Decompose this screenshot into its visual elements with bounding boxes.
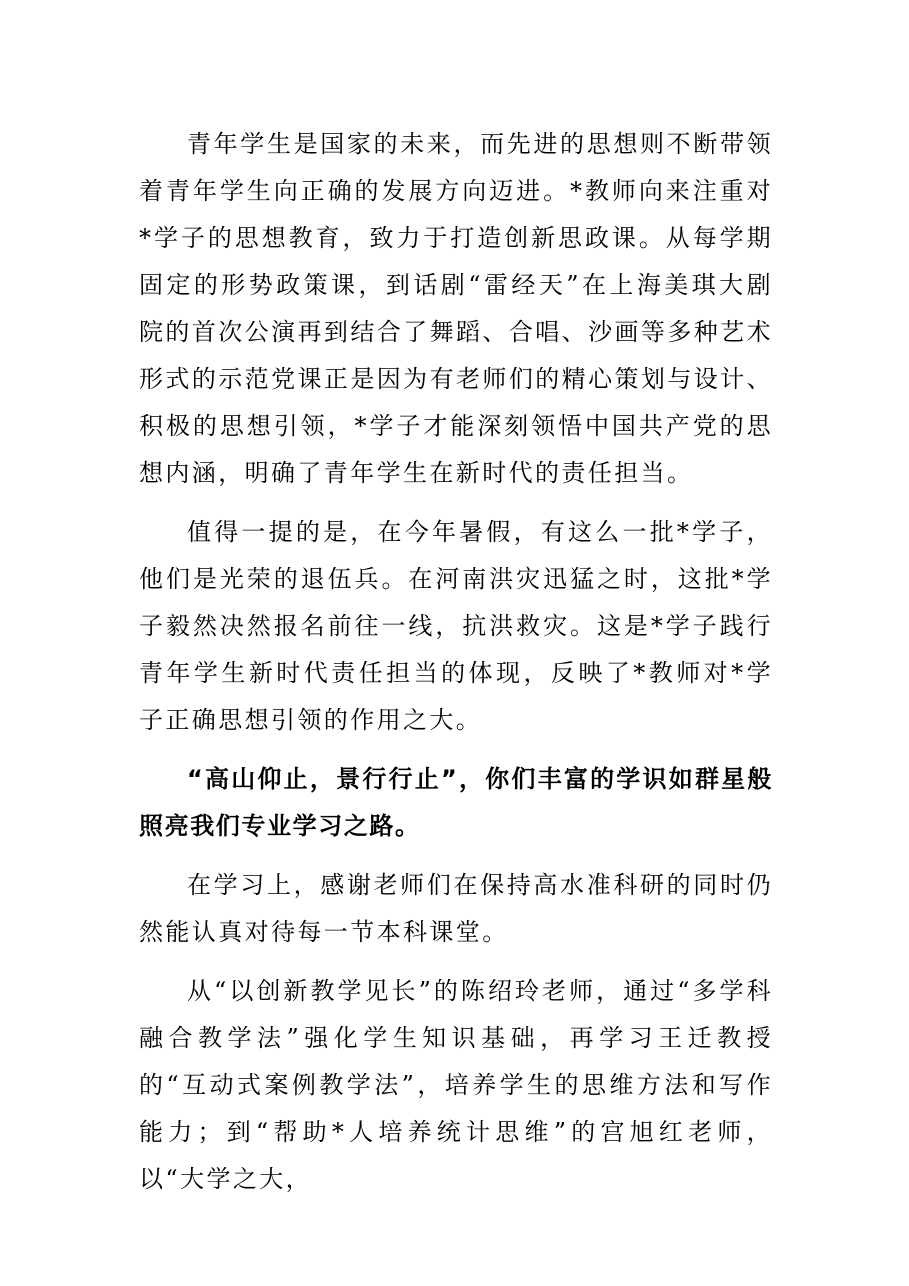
section-heading-academic-learning: “高山仰止，景行行止”，你们丰富的学识如群星般照亮我们专业学习之路。 [139, 765, 773, 840]
paragraph-ideological-education: 青年学生是国家的未来，而先进的思想则不断带领着青年学生向正确的发展方向迈进。*教师向来注重对*学子的思想教育，致力于打造创新思政课。从每学期固定的形势政策课，到话剧“雷经天”在上海美琪大剧院的首次公演再到结合了舞蹈、合唱、沙画等多种艺术形式的示范党课正是因为有老师们的精心策划与设计、积极的思想引领，*学子才能深刻领悟中国共产党的思想内涵，明确了青年学生在新时代的责任担当。 [139, 130, 773, 487]
paragraph-veteran-students: 值得一提的是，在今年暑假，有这么一批*学子，他们是光荣的退伍兵。在河南洪灾迅猛之时，这批*学子毅然决然报名前往一线，抗洪救灾。这是*学子践行青年学生新时代责任担当的体现，反映了*教师对*学子正确思想引领的作用之大。 [139, 518, 773, 734]
paragraph-teaching-thanks: 在学习上，感谢老师们在保持高水准科研的同时仍然能认真对待每一节本科课堂。 [139, 871, 773, 946]
document-body [139, 121, 773, 1203]
paragraph-teaching-methods: 从“以创新教学见长”的陈绍玲老师，通过“多学科融合教学法”强化学生知识基础，再学习王迁教授的“互动式案例教学法”，培养学生的思维方法和写作能力；到“帮助*人培养统计思维”的宫旭红老师，以“大学之大， [139, 977, 773, 1193]
